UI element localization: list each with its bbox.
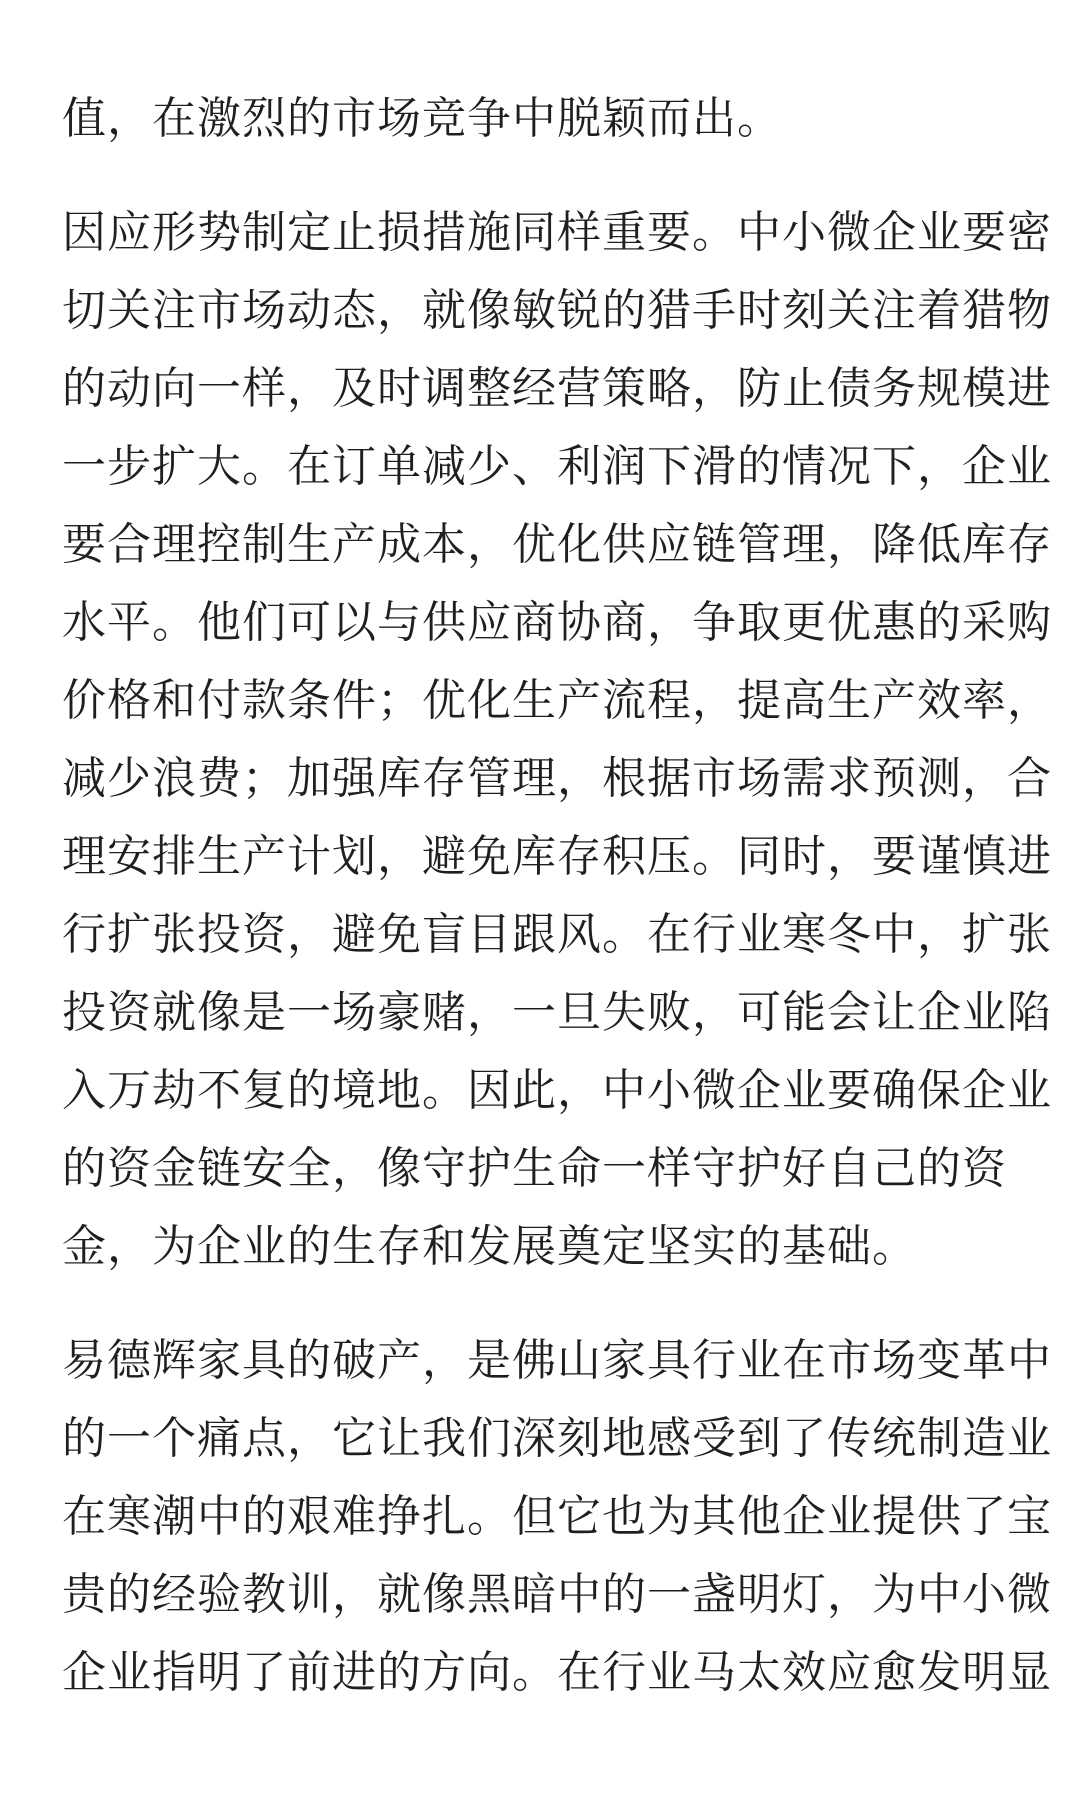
paragraph-gap xyxy=(62,158,1022,194)
text-line: 减少浪费；加强库存管理，根据市场需求预测，合 xyxy=(62,753,1052,804)
text-line: 金，为企业的生存和发展奠定坚实的基础。 xyxy=(62,1221,917,1272)
paragraph-gap xyxy=(62,1286,1022,1322)
text-line: 的动向一样，及时调整经营策略，防止债务规模进 xyxy=(62,363,1052,414)
text-line: 因应形势制定止损措施同样重要。中小微企业要密 xyxy=(62,207,1052,258)
text-line: 价格和付款条件；优化生产流程，提高生产效率， xyxy=(62,675,1052,726)
text-line: 水平。他们可以与供应商协商，争取更优惠的采购 xyxy=(62,597,1052,648)
paragraph-1 xyxy=(62,80,1022,158)
text-line: 行扩张投资，避免盲目跟风。在行业寒冬中，扩张 xyxy=(62,909,1052,960)
text-line: 在寒潮中的艰难挣扎。但它也为其他企业提供了宝 xyxy=(62,1491,1052,1542)
paragraph-3 xyxy=(62,1322,1052,1712)
text-line: 的资金链安全，像守护生命一样守护好自己的资 xyxy=(62,1143,1007,1194)
text-line: 企业指明了前进的方向。在行业马太效应愈发明显 xyxy=(62,1647,1052,1698)
paragraph-2 xyxy=(62,194,1052,1286)
text-line: 理安排生产计划，避免库存积压。同时，要谨慎进 xyxy=(62,831,1052,882)
text-line: 入万劫不复的境地。因此，中小微企业要确保企业 xyxy=(62,1065,1052,1116)
text-line: 一步扩大。在订单减少、利润下滑的情况下，企业 xyxy=(62,441,1052,492)
text-line: 贵的经验教训，就像黑暗中的一盏明灯，为中小微 xyxy=(62,1569,1052,1620)
article-body xyxy=(62,80,1052,1712)
text-line: 切关注市场动态，就像敏锐的猎手时刻关注着猎物 xyxy=(62,285,1052,336)
text-line: 要合理控制生产成本，优化供应链管理，降低库存 xyxy=(62,519,1052,570)
text-line: 投资就像是一场豪赌，一旦失败，可能会让企业陷 xyxy=(62,987,1052,1038)
text-line: 的一个痛点，它让我们深刻地感受到了传统制造业 xyxy=(62,1413,1052,1464)
text-line: 易德辉家具的破产，是佛山家具行业在市场变革中 xyxy=(62,1335,1052,1386)
text-line: 值，在激烈的市场竞争中脱颖而出。 xyxy=(62,93,782,144)
